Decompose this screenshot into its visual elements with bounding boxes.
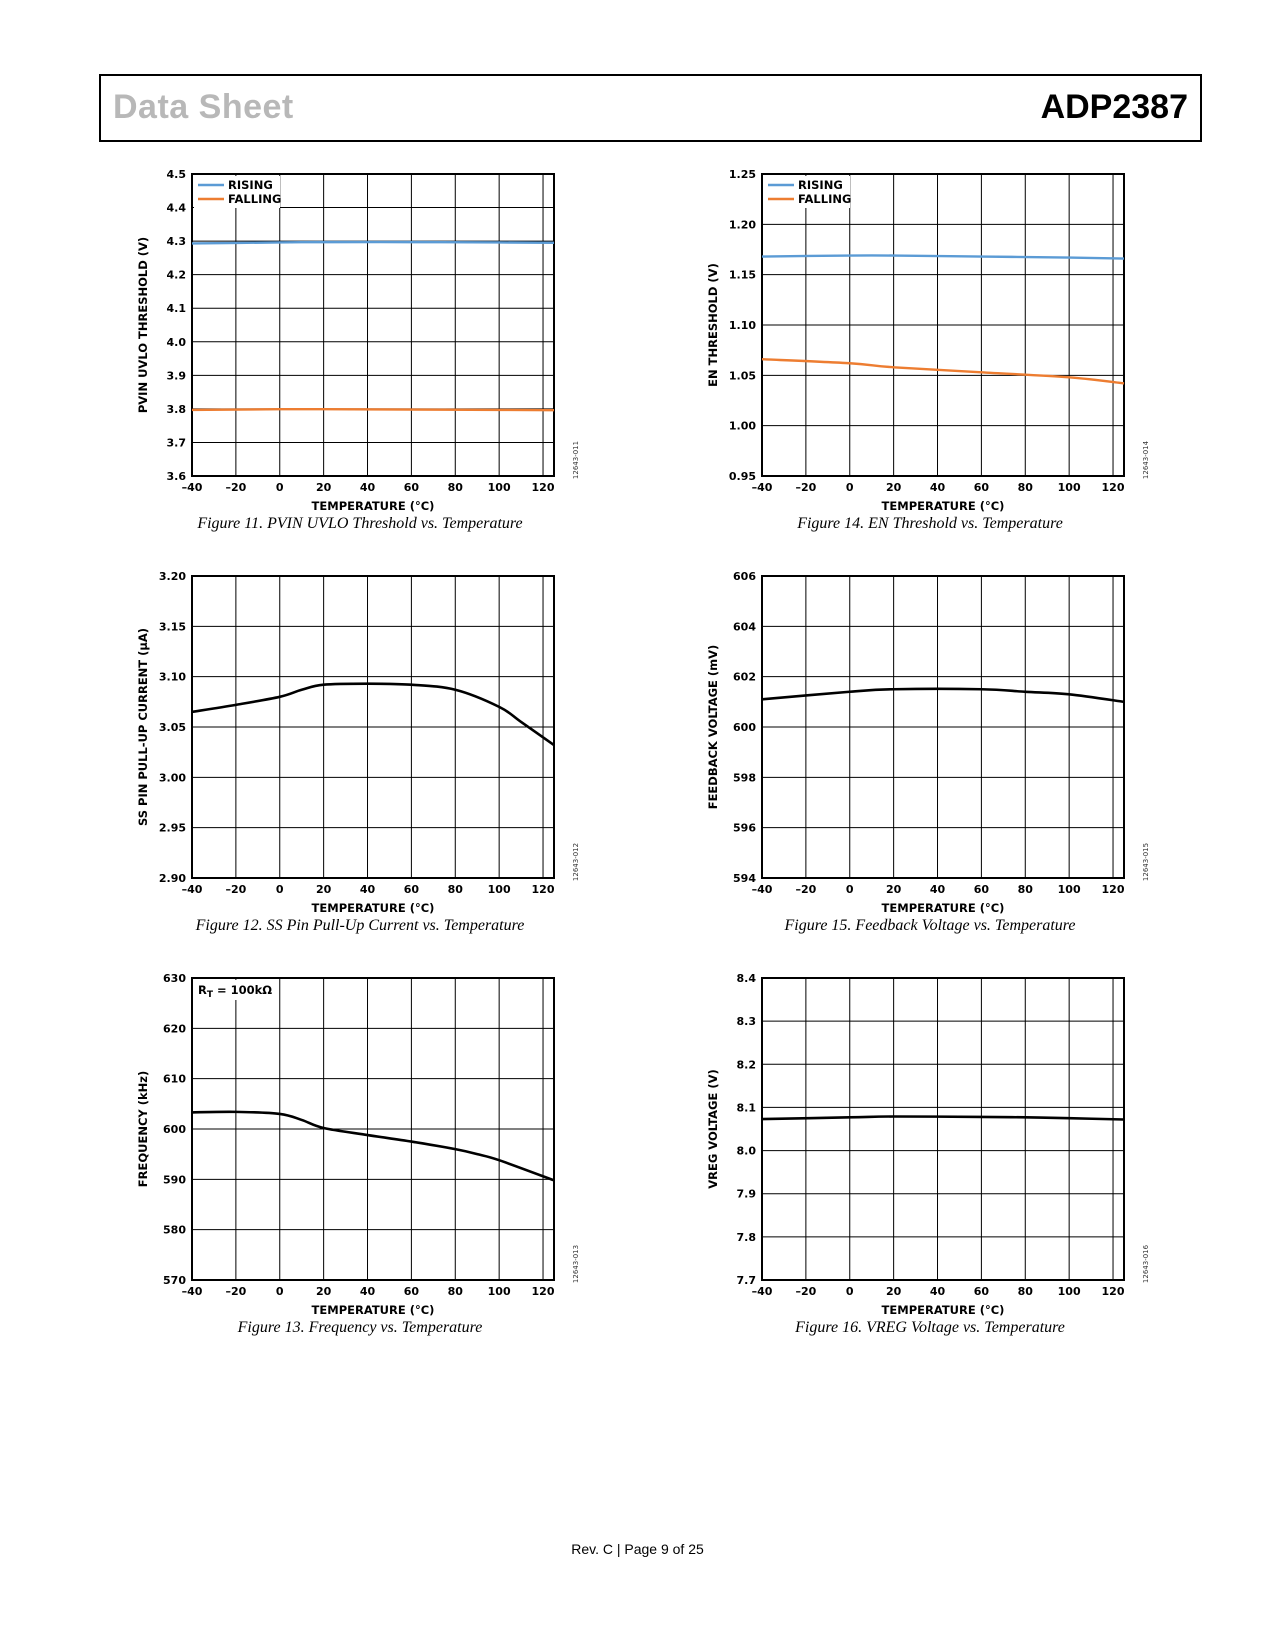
y-tick-label: 1.20 (728, 218, 756, 232)
figure-15-chart (700, 562, 1150, 915)
figure-16-chart (700, 964, 1150, 1317)
y-tick-label: 7.8 (736, 1230, 756, 1244)
x-tick-label: 20 (315, 883, 332, 896)
figure-12-chart (130, 562, 580, 915)
x-tick-label: –40 (751, 883, 773, 896)
y-tick-label: 594 (733, 872, 756, 885)
figure-11-chart (130, 160, 580, 513)
chart-svg (130, 964, 580, 1317)
y-tick-label: 4.4 (166, 201, 186, 215)
chart-svg (700, 160, 1150, 513)
y-axis-label: FEEDBACK VOLTAGE (mV) (706, 644, 720, 810)
x-axis-label: TEMPERATURE (°C) (881, 901, 1005, 915)
figure-14-chart (700, 160, 1150, 513)
figure-13-caption: Figure 13. Frequency vs. Temperature (237, 1319, 483, 1336)
y-tick-label: 3.15 (158, 620, 186, 634)
series-line-rising (762, 255, 1124, 258)
legend-entry: RISING (228, 178, 273, 192)
page-footer: Rev. C | Page 9 of 25 (571, 1541, 704, 1557)
y-tick-label: 596 (733, 821, 756, 835)
y-tick-label: 3.10 (158, 670, 186, 684)
x-tick-label: 20 (885, 481, 902, 494)
x-tick-label: –40 (181, 481, 203, 494)
figure-16-caption: Figure 16. VREG Voltage vs. Temperature (795, 1319, 1065, 1336)
x-tick-label: 120 (531, 481, 555, 494)
x-tick-label: 40 (359, 481, 376, 494)
y-tick-label: 8.4 (736, 972, 756, 985)
series-line-data (192, 684, 554, 745)
y-tick-label: 3.8 (166, 402, 186, 416)
y-axis-label: EN THRESHOLD (V) (706, 263, 720, 387)
y-axis-label: SS PIN PULL-UP CURRENT (µA) (136, 627, 150, 827)
x-tick-label: 20 (885, 883, 902, 896)
y-axis-label: FREQUENCY (kHz) (136, 1070, 150, 1188)
x-tick-label: 100 (487, 883, 511, 896)
plot-frame (192, 174, 554, 476)
y-tick-label: 606 (733, 570, 756, 583)
y-axis-label: PVIN UVLO THRESHOLD (V) (136, 236, 150, 414)
y-tick-label: 4.5 (166, 168, 186, 181)
x-tick-label: –20 (795, 481, 817, 494)
figure-code: 12643-015 (1142, 842, 1150, 882)
x-tick-label: 120 (531, 883, 555, 896)
x-tick-label: 100 (487, 1285, 511, 1298)
y-tick-label: 604 (733, 620, 756, 634)
part-number-title: ADP2387 (1040, 88, 1188, 126)
y-tick-label: 3.7 (166, 436, 186, 450)
chart-svg (130, 562, 580, 915)
chart-svg (700, 964, 1150, 1317)
y-tick-label: 600 (163, 1123, 186, 1136)
figure-code: 12643-013 (572, 1244, 580, 1284)
legend-entry: FALLING (228, 192, 282, 206)
y-tick-label: 3.05 (158, 721, 186, 734)
x-tick-label: –40 (181, 1285, 203, 1298)
x-tick-label: 0 (275, 481, 284, 494)
page-header (99, 74, 1202, 142)
y-tick-label: 8.3 (736, 1015, 756, 1029)
series-line-data (762, 689, 1124, 702)
x-tick-label: 80 (447, 1285, 463, 1298)
y-tick-label: 1.10 (728, 319, 756, 332)
legend-entry: RISING (798, 178, 843, 192)
y-tick-label: 3.9 (166, 369, 186, 383)
x-tick-label: 0 (845, 1285, 854, 1298)
figure-15-caption: Figure 15. Feedback Voltage vs. Temperature (784, 917, 1076, 934)
x-tick-label: –20 (225, 1285, 247, 1298)
y-tick-label: 8.2 (736, 1058, 756, 1072)
x-tick-label: 0 (845, 883, 854, 896)
x-axis-label: TEMPERATURE (°C) (311, 901, 435, 915)
figure-14-caption: Figure 14. EN Threshold vs. Temperature (797, 515, 1063, 532)
x-tick-label: 120 (531, 1285, 555, 1298)
x-tick-label: –20 (225, 883, 247, 896)
x-tick-label: 100 (1057, 883, 1081, 896)
x-axis-label: TEMPERATURE (°C) (311, 1303, 435, 1317)
y-tick-label: 7.7 (736, 1274, 756, 1287)
x-tick-label: –20 (795, 883, 817, 896)
plot-frame (762, 978, 1124, 1280)
x-tick-label: –40 (751, 1285, 773, 1298)
y-tick-label: 598 (733, 771, 756, 785)
y-tick-label: 590 (163, 1173, 186, 1187)
x-tick-label: 120 (1101, 883, 1125, 896)
y-tick-label: 3.6 (166, 470, 186, 483)
x-tick-label: 40 (359, 1285, 376, 1298)
figure-code: 12643-016 (1142, 1244, 1150, 1284)
y-tick-label: 3.00 (158, 771, 186, 785)
y-tick-label: 4.0 (166, 335, 186, 349)
y-tick-label: 600 (733, 721, 756, 734)
x-axis-label: TEMPERATURE (°C) (311, 499, 435, 513)
y-tick-label: 602 (733, 670, 756, 684)
x-tick-label: 60 (973, 1285, 990, 1298)
y-tick-label: 4.1 (166, 302, 186, 316)
y-tick-label: 1.05 (728, 369, 756, 383)
figure-11-caption: Figure 11. PVIN UVLO Threshold vs. Temperature (197, 515, 523, 532)
x-tick-label: 0 (275, 883, 284, 896)
x-tick-label: 60 (973, 883, 990, 896)
x-tick-label: 60 (403, 1285, 420, 1298)
figure-code: 12643-011 (572, 440, 580, 480)
figure-12-caption: Figure 12. SS Pin Pull-Up Current vs. Temperature (195, 917, 525, 934)
x-tick-label: 120 (1101, 481, 1125, 494)
series-line-data (762, 1116, 1124, 1119)
series-line-data (192, 1112, 554, 1181)
series-line-rising (192, 242, 554, 243)
x-tick-label: 100 (1057, 1285, 1081, 1298)
x-tick-label: 20 (315, 1285, 332, 1298)
x-tick-label: –40 (751, 481, 773, 494)
y-tick-label: 620 (163, 1022, 186, 1036)
figure-13-chart (130, 964, 580, 1317)
x-tick-label: 60 (973, 481, 990, 494)
y-tick-label: 1.00 (728, 419, 756, 433)
x-tick-label: 0 (845, 481, 854, 494)
figure-code: 12643-014 (1142, 440, 1150, 480)
y-tick-label: 0.95 (728, 470, 756, 483)
legend-entry: FALLING (798, 192, 852, 206)
x-tick-label: 120 (1101, 1285, 1125, 1298)
x-tick-label: 40 (929, 883, 946, 896)
y-tick-label: 7.9 (736, 1187, 756, 1201)
x-tick-label: 80 (1017, 1285, 1033, 1298)
x-tick-label: 80 (447, 481, 463, 494)
y-tick-label: 1.15 (728, 268, 756, 282)
series-line-falling (192, 409, 554, 410)
x-tick-label: 60 (403, 883, 420, 896)
x-tick-label: –40 (181, 883, 203, 896)
x-tick-label: 20 (885, 1285, 902, 1298)
x-tick-label: 0 (275, 1285, 284, 1298)
x-tick-label: 80 (447, 883, 463, 896)
x-tick-label: 40 (929, 481, 946, 494)
x-tick-label: 40 (929, 1285, 946, 1298)
y-tick-label: 8.1 (736, 1101, 756, 1115)
y-tick-label: 570 (163, 1274, 186, 1287)
x-axis-label: TEMPERATURE (°C) (881, 499, 1005, 513)
x-tick-label: 40 (359, 883, 376, 896)
y-tick-label: 4.3 (166, 235, 186, 249)
x-tick-label: 20 (315, 481, 332, 494)
y-tick-label: 1.25 (728, 168, 756, 181)
x-tick-label: 100 (1057, 481, 1081, 494)
x-tick-label: 100 (487, 481, 511, 494)
x-axis-label: TEMPERATURE (°C) (881, 1303, 1005, 1317)
x-tick-label: 80 (1017, 481, 1033, 494)
x-tick-label: –20 (795, 1285, 817, 1298)
y-tick-label: 3.20 (158, 570, 186, 583)
x-tick-label: –20 (225, 481, 247, 494)
document-type-title: Data Sheet (113, 88, 294, 126)
x-tick-label: 80 (1017, 883, 1033, 896)
y-tick-label: 580 (163, 1223, 186, 1237)
legend (764, 176, 851, 208)
x-tick-label: 60 (403, 481, 420, 494)
y-tick-label: 2.90 (158, 872, 186, 885)
figure-code: 12643-012 (572, 842, 580, 882)
y-tick-label: 8.0 (736, 1144, 756, 1158)
annotation-label: $R_T = 100k\Omega$ (198, 983, 273, 1000)
legend (194, 176, 281, 208)
y-tick-label: 630 (163, 972, 186, 985)
y-tick-label: 2.95 (158, 821, 186, 835)
series-line-falling (762, 359, 1124, 383)
y-tick-label: 610 (163, 1072, 186, 1086)
chart-svg (130, 160, 580, 513)
chart-svg (700, 562, 1150, 915)
y-axis-label: VREG VOLTAGE (V) (706, 1069, 720, 1189)
y-tick-label: 4.2 (166, 268, 186, 282)
